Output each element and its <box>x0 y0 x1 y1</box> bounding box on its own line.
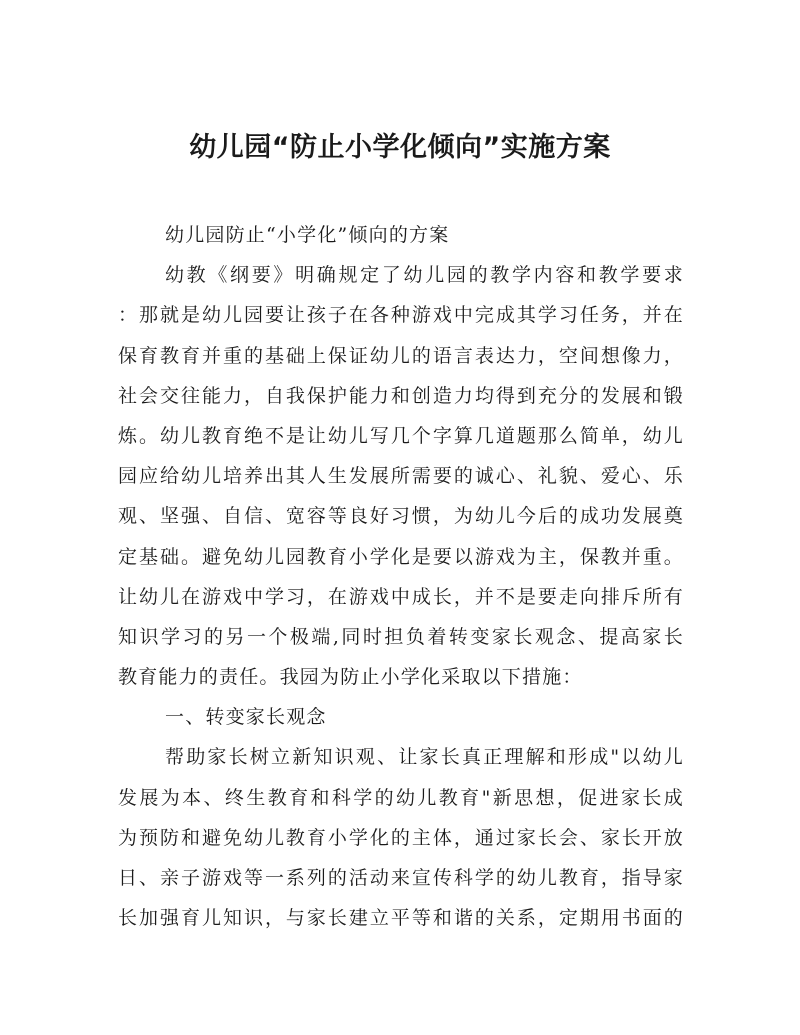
body-line: 园应给幼儿培养出其人生发展所需要的诚心、礼貌、爱心、乐 <box>118 465 684 488</box>
body-line: 帮助家长树立新知识观、让家长真正理解和形成"以幼儿 <box>165 746 684 769</box>
body-line: 幼教《纲要》明确规定了幼儿园的教学内容和教学要求 <box>165 264 684 287</box>
body-line: 观、坚强、自信、宽容等良好习惯，为幼儿今后的成功发展奠 <box>118 505 684 528</box>
body-line: 幼儿园防止“小学化”倾向的方案 <box>165 224 450 246</box>
body-line: 让幼儿在游戏中学习，在游戏中成长，并不是要走向排斥所有 <box>118 585 684 608</box>
document-body <box>118 215 684 938</box>
body-line: 为预防和避免幼儿教育小学化的主体，通过家长会、家长开放 <box>118 826 684 849</box>
body-line: 定基础。避免幼儿园教育小学化是要以游戏为主，保教并重。 <box>118 545 684 568</box>
body-line: 发展为本、终生教育和科学的幼儿教育"新思想，促进家长成 <box>118 786 684 809</box>
body-line: ：那就是幼儿园要让孩子在各种游戏中完成其学习任务，并在 <box>118 304 684 327</box>
body-line: 一、转变家长观念 <box>165 706 327 729</box>
body-line: 社会交往能力，自我保护能力和创造力均得到充分的发展和锻 <box>118 384 684 407</box>
document-title: 幼儿园“防止小学化倾向”实施方案 <box>189 132 611 163</box>
body-line: 炼。幼儿教育绝不是让幼儿写几个字算几道题那么简单，幼儿 <box>118 424 684 447</box>
body-line: 保育教育并重的基础上保证幼儿的语言表达力，空间想像力， <box>118 344 684 367</box>
body-line: 教育能力的责任。我园为防止小学化采取以下措施： <box>118 666 583 689</box>
body-line: 长加强育儿知识，与家长建立平等和谐的关系，定期用书面的 <box>118 907 684 930</box>
body-line: 日、亲子游戏等一系列的活动来宣传科学的幼儿教育，指导家 <box>118 867 684 889</box>
body-line: 知识学习的另一个极端,同时担负着转变家长观念、提高家长 <box>118 625 684 648</box>
